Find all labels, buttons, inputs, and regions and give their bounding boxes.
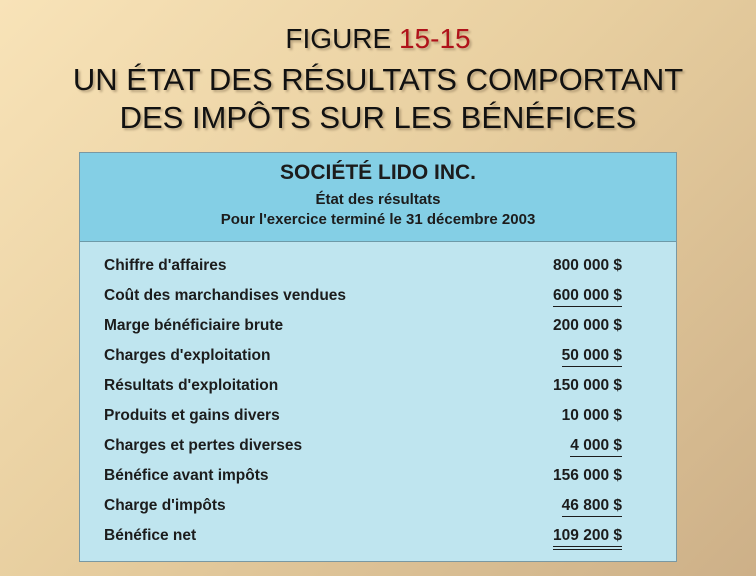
slide-title-line-2: DES IMPÔTS SUR LES BÉNÉFICES [119, 100, 637, 135]
statement-row-operating-expenses [80, 345, 676, 375]
figure-label: FIGURE [285, 23, 392, 54]
statement-row-revenue [80, 255, 676, 285]
statement-row-cogs [80, 285, 676, 315]
row-label: Charges et pertes diverses [104, 437, 303, 454]
figure-title [0, 22, 756, 56]
row-label: Chiffre d'affaires [104, 257, 227, 274]
row-amount: 200 000 $ [553, 317, 622, 334]
row-label: Bénéfice avant impôts [104, 467, 269, 484]
row-amount: 150 000 $ [553, 377, 622, 394]
company-name: SOCIÉTÉ LIDO INC. [279, 161, 476, 184]
row-amount: 10 000 $ [561, 407, 622, 424]
statement-row-other-income [80, 405, 676, 435]
statement-row-income-tax [80, 495, 676, 525]
statement-row-other-expenses [80, 435, 676, 465]
row-amount: 156 000 $ [553, 467, 622, 484]
statement-row-operating-income [80, 375, 676, 405]
row-amount: 50 000 $ [562, 347, 622, 367]
row-label: Charges d'exploitation [104, 347, 271, 364]
statement-rows [80, 255, 676, 555]
statement-row-gross-margin [80, 315, 676, 345]
statement-header [80, 153, 676, 242]
row-amount: 109 200 $ [553, 527, 622, 550]
row-label: Coût des marchandises vendues [104, 287, 347, 304]
statement-subtitle: État des résultats [315, 191, 441, 208]
statement-row-income-before-tax [80, 465, 676, 495]
row-label: Marge bénéficiaire brute [104, 317, 284, 334]
row-label: Résultats d'exploitation [104, 377, 279, 394]
slide-title-line-1: UN ÉTAT DES RÉSULTATS COMPORTANT [72, 62, 684, 97]
row-amount: 46 800 $ [562, 497, 622, 517]
row-amount: 600 000 $ [553, 287, 622, 307]
row-amount: 800 000 $ [553, 257, 622, 274]
statement-row-net-income [80, 525, 676, 555]
row-label: Bénéfice net [104, 527, 197, 544]
row-label: Produits et gains divers [104, 407, 280, 424]
statement-period: Pour l'exercice terminé le 31 décembre 2003 [220, 211, 536, 228]
row-amount: 4 000 $ [570, 437, 622, 457]
income-statement-panel [79, 152, 677, 562]
figure-number: 15-15 [398, 23, 471, 54]
row-label: Charge d'impôts [104, 497, 226, 514]
